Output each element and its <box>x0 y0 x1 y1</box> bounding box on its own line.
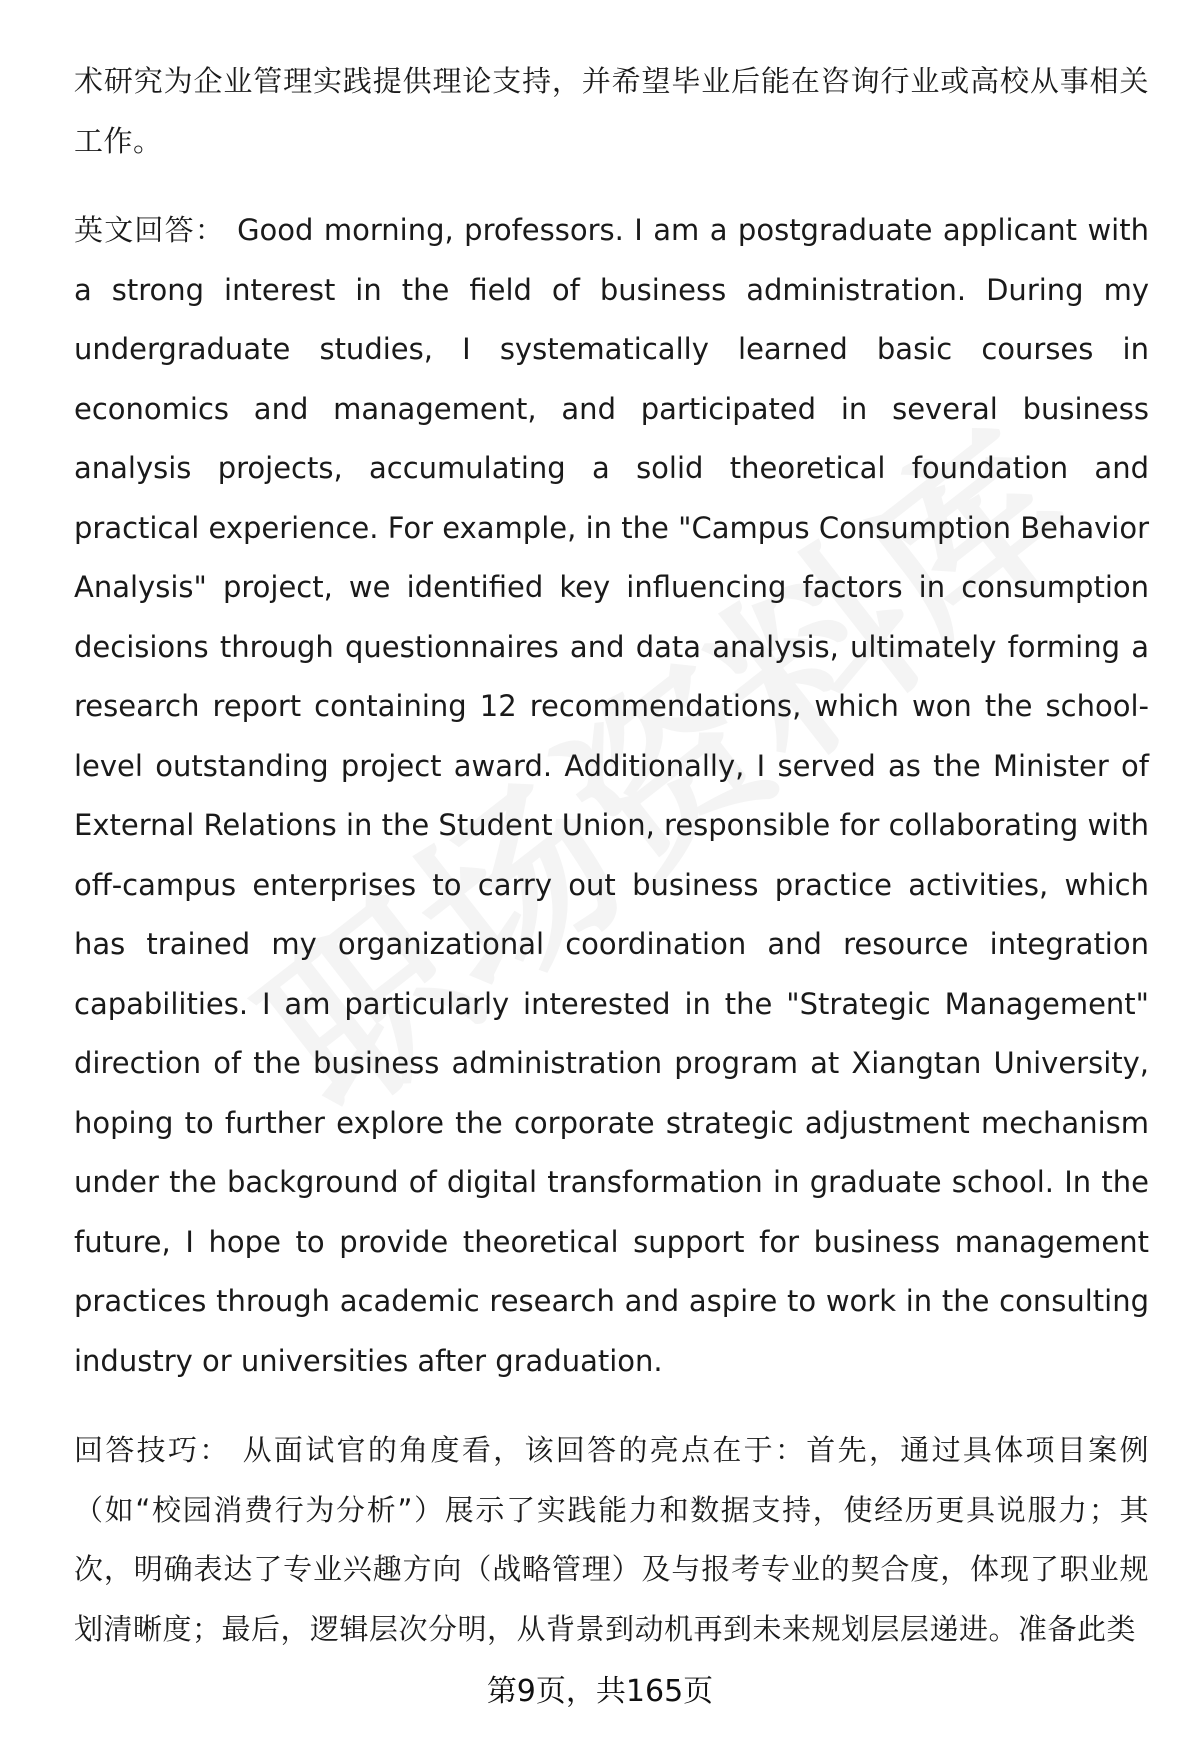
tips-label: 回答技巧： <box>74 1433 231 1467</box>
english-answer-paragraph <box>74 201 1149 1391</box>
english-answer-text: Good morning, professors. I am a postgraduate applicant with a strong interest in the field of business administration. During my undergraduate studies, I systematically learned basic courses in economics and management, and participated in several business analysis projects, accumulating a solid theoretical foundation and practical experience. For example, in the "Campus Consumption Behavior Analysis" project, we identified key influencing factors in consumption decisions through questionnaires and data analysis, ultimately forming a research report containing 12 recommendations, which won the school-level outstanding project award. Additionally, I served as the Minister of External Relations in the Student Union, responsible for collaborating with off-campus enterprises to carry out business practice activities, which has trained my organizational coordination and resource integration capabilities. I am particularly interested in the "Strategic Management" direction of the business administration program at Xiangtan University, hoping to further explore the corporate strategic adjustment mechanism under the background of digital transformation in graduate school. In the future, I hope to provide theoretical support for business management practices through academic research and aspire to work in the consulting industry or universities after graduation. <box>74 213 1149 1378</box>
tips-text: 从面试官的角度看，该回答的亮点在于：首先，通过具体项目案例（如“校园消费行为分析”）展示了实践能力和数据支持，使经历更具说服力；其次，明确表达了专业兴趣方向（战略管理）及与报考专业的契合度，体现了职业规划清晰度；最后，逻辑层次分明，从背景到动机再到未来规划层层递进。准备此类 <box>74 1433 1149 1646</box>
document-body <box>74 52 1149 1659</box>
paragraph-continuation: 术研究为企业管理实践提供理论支持，并希望毕业后能在咨询行业或高校从事相关工作。 <box>74 64 1149 158</box>
tips-paragraph <box>74 1421 1149 1659</box>
english-answer-label: 英文回答： <box>74 213 226 247</box>
page-number-footer: 第9页，共165页 <box>486 1674 714 1709</box>
